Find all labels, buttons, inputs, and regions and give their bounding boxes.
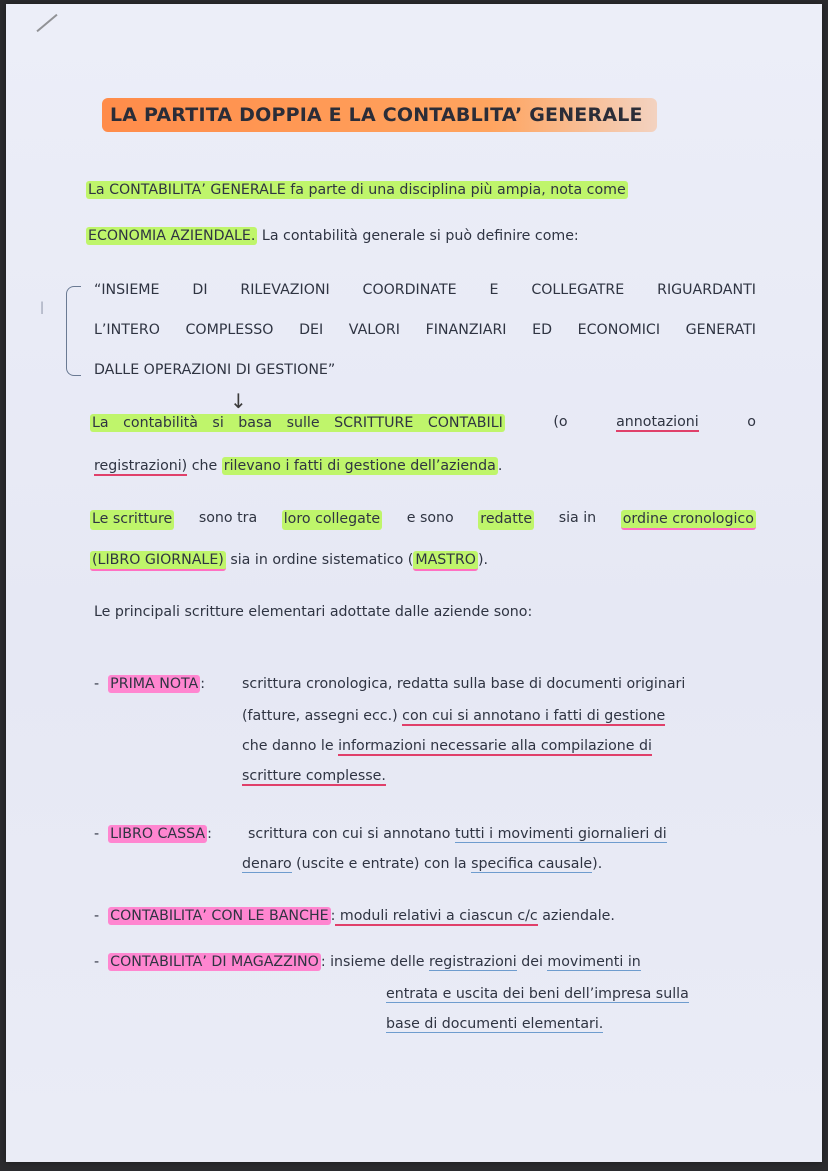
basis-che: che — [187, 458, 222, 474]
def-word: RILEVAZIONI — [240, 282, 330, 298]
mastro-highlight: MASTRO — [413, 551, 478, 571]
libro-cassa-text: (uscite e entrate) con la — [291, 856, 472, 872]
magazzino-text: dei — [516, 954, 548, 970]
def-word: E — [489, 282, 499, 298]
magazzino-label: CONTABILITA’ DI MAGAZZINO — [110, 954, 319, 970]
def-word: FINANZIARI — [425, 322, 507, 338]
prima-nota-line-2 — [242, 708, 665, 724]
libro-giornale-highlight: (LIBRO GIORNALE) — [90, 551, 226, 571]
bullet-dash: - — [94, 676, 100, 692]
prima-nota-line-1: scrittura cronologica, redatta sulla base di documenti originari — [242, 676, 686, 692]
magazzino-line-1 — [94, 954, 641, 970]
basis-line-2 — [94, 458, 502, 474]
colon: : — [207, 826, 212, 842]
order-text: e sono — [406, 510, 454, 526]
def-word: GENERATI — [685, 322, 756, 338]
pencil-mark — [36, 14, 57, 32]
prima-nota-text: (fatture, assegni ecc.) — [242, 708, 403, 724]
order-text: sia in ordine sistematico ( — [225, 552, 414, 568]
banche-cc: c/c — [517, 908, 538, 924]
def-word: DEI — [299, 322, 324, 338]
def-word: “INSIEME — [94, 282, 160, 298]
def-word: COMPLESSO — [185, 322, 274, 338]
prima-nota-line-3 — [242, 738, 652, 754]
magazzino-text: insieme delle — [325, 954, 430, 970]
magazzino-line-3 — [386, 1016, 603, 1032]
def-word: DI — [192, 282, 208, 298]
banche-underlined: moduli relativi a ciascun — [335, 908, 518, 924]
def-word: COORDINATE — [362, 282, 457, 298]
definition-line-1 — [94, 282, 756, 298]
prima-nota-label: PRIMA NOTA — [110, 676, 199, 692]
basis-paren: (o — [553, 414, 568, 430]
banche-line — [94, 908, 615, 924]
libro-cassa-line-2 — [242, 856, 602, 872]
page-title: LA PARTITA DOPPIA E LA CONTABLITA’ GENERALE — [102, 98, 657, 132]
bullet-dash: - — [94, 908, 100, 924]
basis-o: o — [747, 414, 756, 430]
loro-collegate-highlight: loro collegate — [282, 510, 382, 530]
libro-cassa-underlined: denaro — [242, 856, 292, 872]
def-word: RIGUARDANTI — [657, 282, 756, 298]
redatte-highlight: redatte — [478, 510, 534, 530]
colon: : — [330, 908, 336, 924]
order-text: sia in — [558, 510, 597, 526]
order-text: ). — [477, 552, 489, 568]
prima-nota-underlined: con cui si annotano i fatti di gestione — [402, 708, 666, 724]
registrazioni-word: registrazioni) — [94, 458, 188, 474]
intro-line-1 — [86, 182, 628, 198]
libro-cassa-label: LIBRO CASSA — [110, 826, 206, 842]
order-text: sono tra — [198, 510, 258, 526]
order-line-1 — [90, 510, 756, 530]
definition-bracket — [66, 286, 81, 376]
order-line-2 — [90, 552, 488, 568]
magazzino-underlined: base di documenti elementari. — [386, 1016, 604, 1032]
magazzino-underlined: registrazioni — [429, 954, 517, 970]
libro-cassa-underlined: specifica causale — [471, 856, 593, 872]
banche-label: CONTABILITA’ CON LE BANCHE — [110, 908, 329, 924]
margin-mark: | — [40, 300, 45, 314]
libro-cassa-text: ). — [592, 856, 603, 872]
libro-cassa-line-1 — [248, 826, 667, 842]
bullet-dash: - — [94, 954, 100, 970]
definition-line-2 — [94, 322, 756, 338]
ordine-cronologico-highlight: ordine cronologico — [621, 510, 756, 530]
intro-line-2 — [86, 228, 579, 244]
principal-line: Le principali scritture elementari adottate dalle aziende sono: — [94, 604, 533, 620]
basis-line-1 — [90, 414, 756, 432]
annotazioni-word: annotazioni — [616, 414, 699, 430]
magazzino-line-2 — [386, 986, 689, 1002]
prima-nota-underlined: scritture complesse. — [242, 768, 386, 784]
colon: : — [200, 676, 206, 692]
banche-text: aziendale. — [537, 908, 615, 924]
prima-nota-line-4 — [242, 768, 386, 784]
intro-highlight-1: La CONTABILITA’ GENERALE fa parte di una disciplina più ampia, nota come — [88, 182, 626, 198]
scritture-contabili-highlight: La contabilità si basa sulle SCRITTURE CONTABILI — [92, 415, 503, 431]
libro-cassa-text: scrittura con cui si annotano — [248, 826, 455, 842]
basis-period: . — [497, 458, 503, 474]
def-word: VALORI — [348, 322, 400, 338]
prima-nota-underlined: informazioni necessarie alla compilazione di — [338, 738, 652, 754]
libro-cassa-header — [94, 826, 212, 842]
prima-nota-text: che danno le — [242, 738, 339, 754]
fatti-gestione-highlight: rilevano i fatti di gestione dell’azienda — [223, 458, 496, 474]
economia-aziendale-highlight: ECONOMIA AZIENDALE. — [88, 228, 256, 244]
magazzino-underlined: entrata e uscita dei beni dell’impresa sulla — [386, 986, 689, 1002]
def-word: COLLEGATRE — [531, 282, 625, 298]
down-arrow-icon: ↓ — [230, 389, 247, 413]
def-word: ECONOMICI — [577, 322, 661, 338]
intro-line-2-rest: La contabilità generale si può definire come: — [257, 228, 579, 244]
definition-line-3: DALLE OPERAZIONI DI GESTIONE” — [94, 362, 336, 378]
bullet-dash: - — [94, 826, 100, 842]
libro-cassa-underlined: tutti i movimenti giornalieri di — [455, 826, 667, 842]
notebook-page — [6, 4, 822, 1162]
prima-nota-header — [94, 676, 205, 692]
def-word: ED — [532, 322, 553, 338]
def-word: L’INTERO — [94, 322, 160, 338]
le-scritture-highlight: Le scritture — [90, 510, 174, 530]
magazzino-underlined: movimenti in — [547, 954, 641, 970]
colon: : — [320, 954, 326, 970]
